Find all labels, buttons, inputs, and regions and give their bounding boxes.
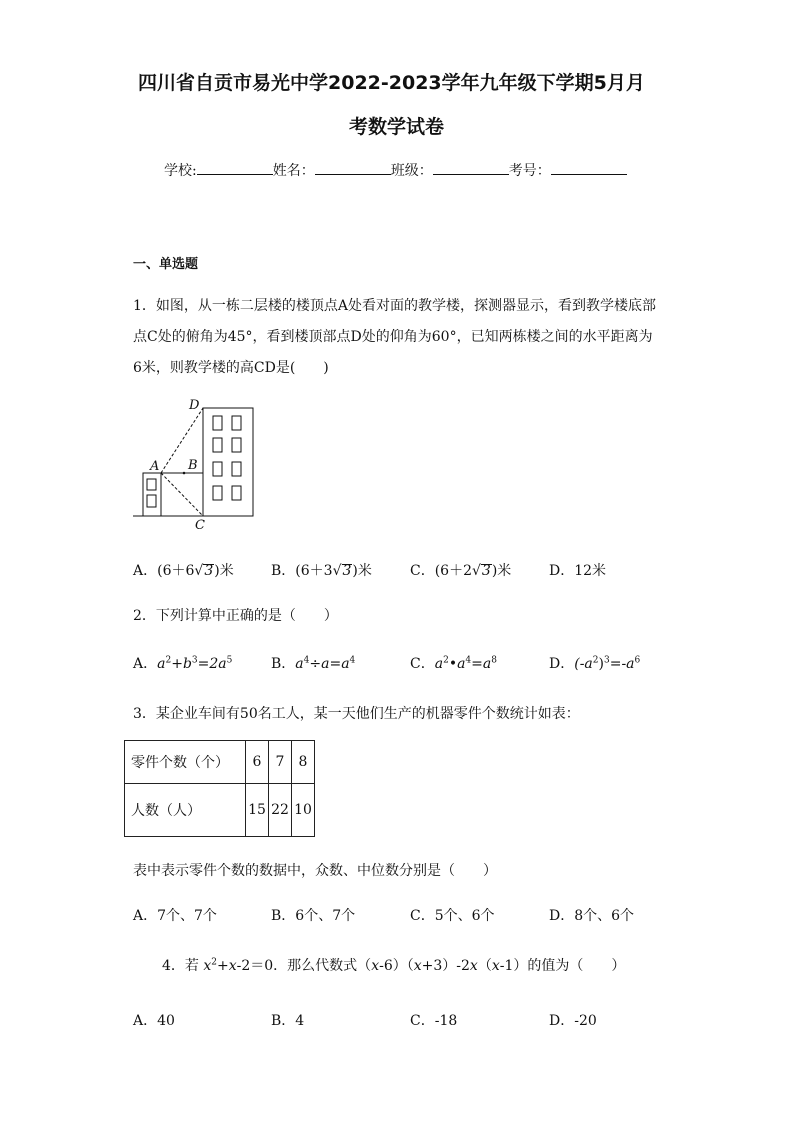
- school-blank[interactable]: [197, 160, 273, 175]
- sqrt-icon: √3: [194, 563, 214, 579]
- tall-building: [203, 408, 253, 516]
- label-a: A: [150, 459, 160, 474]
- q3-stem: 3．某企业车间有50名工人，某一天他们生产的机器零件个数统计如表：: [133, 706, 580, 722]
- student-info-row: [164, 160, 627, 180]
- q3-option-c[interactable]: C．5个、6个: [410, 908, 495, 924]
- table-row: [125, 784, 315, 837]
- q3-option-a[interactable]: A．7个、7个: [133, 908, 217, 924]
- q3-option-d[interactable]: D．8个、6个: [549, 908, 635, 924]
- name-label: 姓名：: [272, 163, 315, 179]
- q2-option-d[interactable]: D．$(-a^2)^3=-a^6$: [549, 655, 641, 672]
- id-blank[interactable]: [551, 160, 627, 175]
- q1-figure: [128, 396, 258, 536]
- table-cell: 6: [246, 741, 269, 784]
- q2-option-a[interactable]: A．$a^2+b^3=2a^5$: [133, 655, 233, 672]
- q4-stem: 4．若 $x^2+x-2=0$．那么代数式（x-6）（x+3）-2x（x-1）的值为（ ）: [162, 957, 626, 974]
- table-header-cell: 零件个数（个）: [125, 741, 246, 784]
- small-window-bottom: [147, 495, 156, 507]
- label-c: C: [195, 518, 205, 533]
- tall-window: [213, 416, 222, 430]
- table-header-cell: 人数（人）: [125, 784, 246, 837]
- tall-window: [232, 462, 241, 476]
- table-cell: 10: [292, 784, 315, 837]
- label-d: D: [189, 398, 200, 413]
- page-title-line2: 考数学试卷: [349, 116, 445, 138]
- tall-window: [213, 438, 222, 452]
- table-cell: 15: [246, 784, 269, 837]
- tall-window: [232, 438, 241, 452]
- table-cell: 7: [269, 741, 292, 784]
- q4-option-b[interactable]: B．4: [271, 1013, 305, 1029]
- sqrt-icon: √3: [332, 563, 352, 579]
- sight-line-ac: [161, 473, 203, 516]
- small-window-top: [147, 479, 156, 490]
- q4-option-a[interactable]: A．40: [133, 1013, 175, 1029]
- tall-window: [232, 416, 241, 430]
- sqrt-icon: √3: [472, 563, 491, 579]
- q4-option-c[interactable]: C．-18: [410, 1013, 458, 1029]
- q3-option-b[interactable]: B．6个、7个: [271, 908, 356, 924]
- q1-line1: 1．如图，从一栋二层楼的楼顶点A处看对面的教学楼，探测器显示，看到教学楼底部: [133, 298, 657, 314]
- point-marker: [183, 472, 186, 475]
- class-label: 班级：: [390, 163, 433, 179]
- section-title: 一、单选题: [133, 257, 199, 272]
- id-label: 考号：: [508, 163, 551, 179]
- label-b: B: [188, 458, 198, 473]
- q1-option-c[interactable]: C．(6＋2√3)米: [410, 563, 512, 579]
- q1-line3: 6米，则教学楼的高CD是( ): [133, 360, 329, 376]
- q1-option-d[interactable]: D．12米: [549, 563, 607, 579]
- table-row: [125, 741, 315, 784]
- q1-option-a[interactable]: A．(6＋6√3)米: [133, 563, 234, 579]
- q3-question: 表中表示零件个数的数据中，众数、中位数分别是（ ）: [133, 863, 497, 879]
- q2-option-c[interactable]: C．$a^2•a^4=a^8$: [410, 655, 497, 672]
- name-blank[interactable]: [315, 160, 391, 175]
- class-blank[interactable]: [433, 160, 509, 175]
- q1-line2: 点C处的俯角为45°，看到楼顶部点D处的仰角为60°，已知两栋楼之间的水平距离为: [133, 329, 653, 345]
- page-title-line1: 四川省自贡市易光中学2022-2023学年九年级下学期5月月: [138, 72, 645, 94]
- table-cell: 22: [269, 784, 292, 837]
- q4-option-d[interactable]: D．-20: [549, 1013, 597, 1029]
- tall-window: [213, 486, 222, 500]
- tall-window: [213, 462, 222, 476]
- q3-table: [124, 740, 315, 837]
- table-cell: 8: [292, 741, 315, 784]
- q1-option-b[interactable]: B．(6＋3√3)米: [271, 563, 372, 579]
- q2-stem: 2．下列计算中正确的是（ ）: [133, 608, 338, 624]
- tall-window: [232, 486, 241, 500]
- school-label: 学校:: [164, 163, 197, 179]
- q2-option-b[interactable]: B．$a^4\div a=a^4$: [271, 655, 356, 672]
